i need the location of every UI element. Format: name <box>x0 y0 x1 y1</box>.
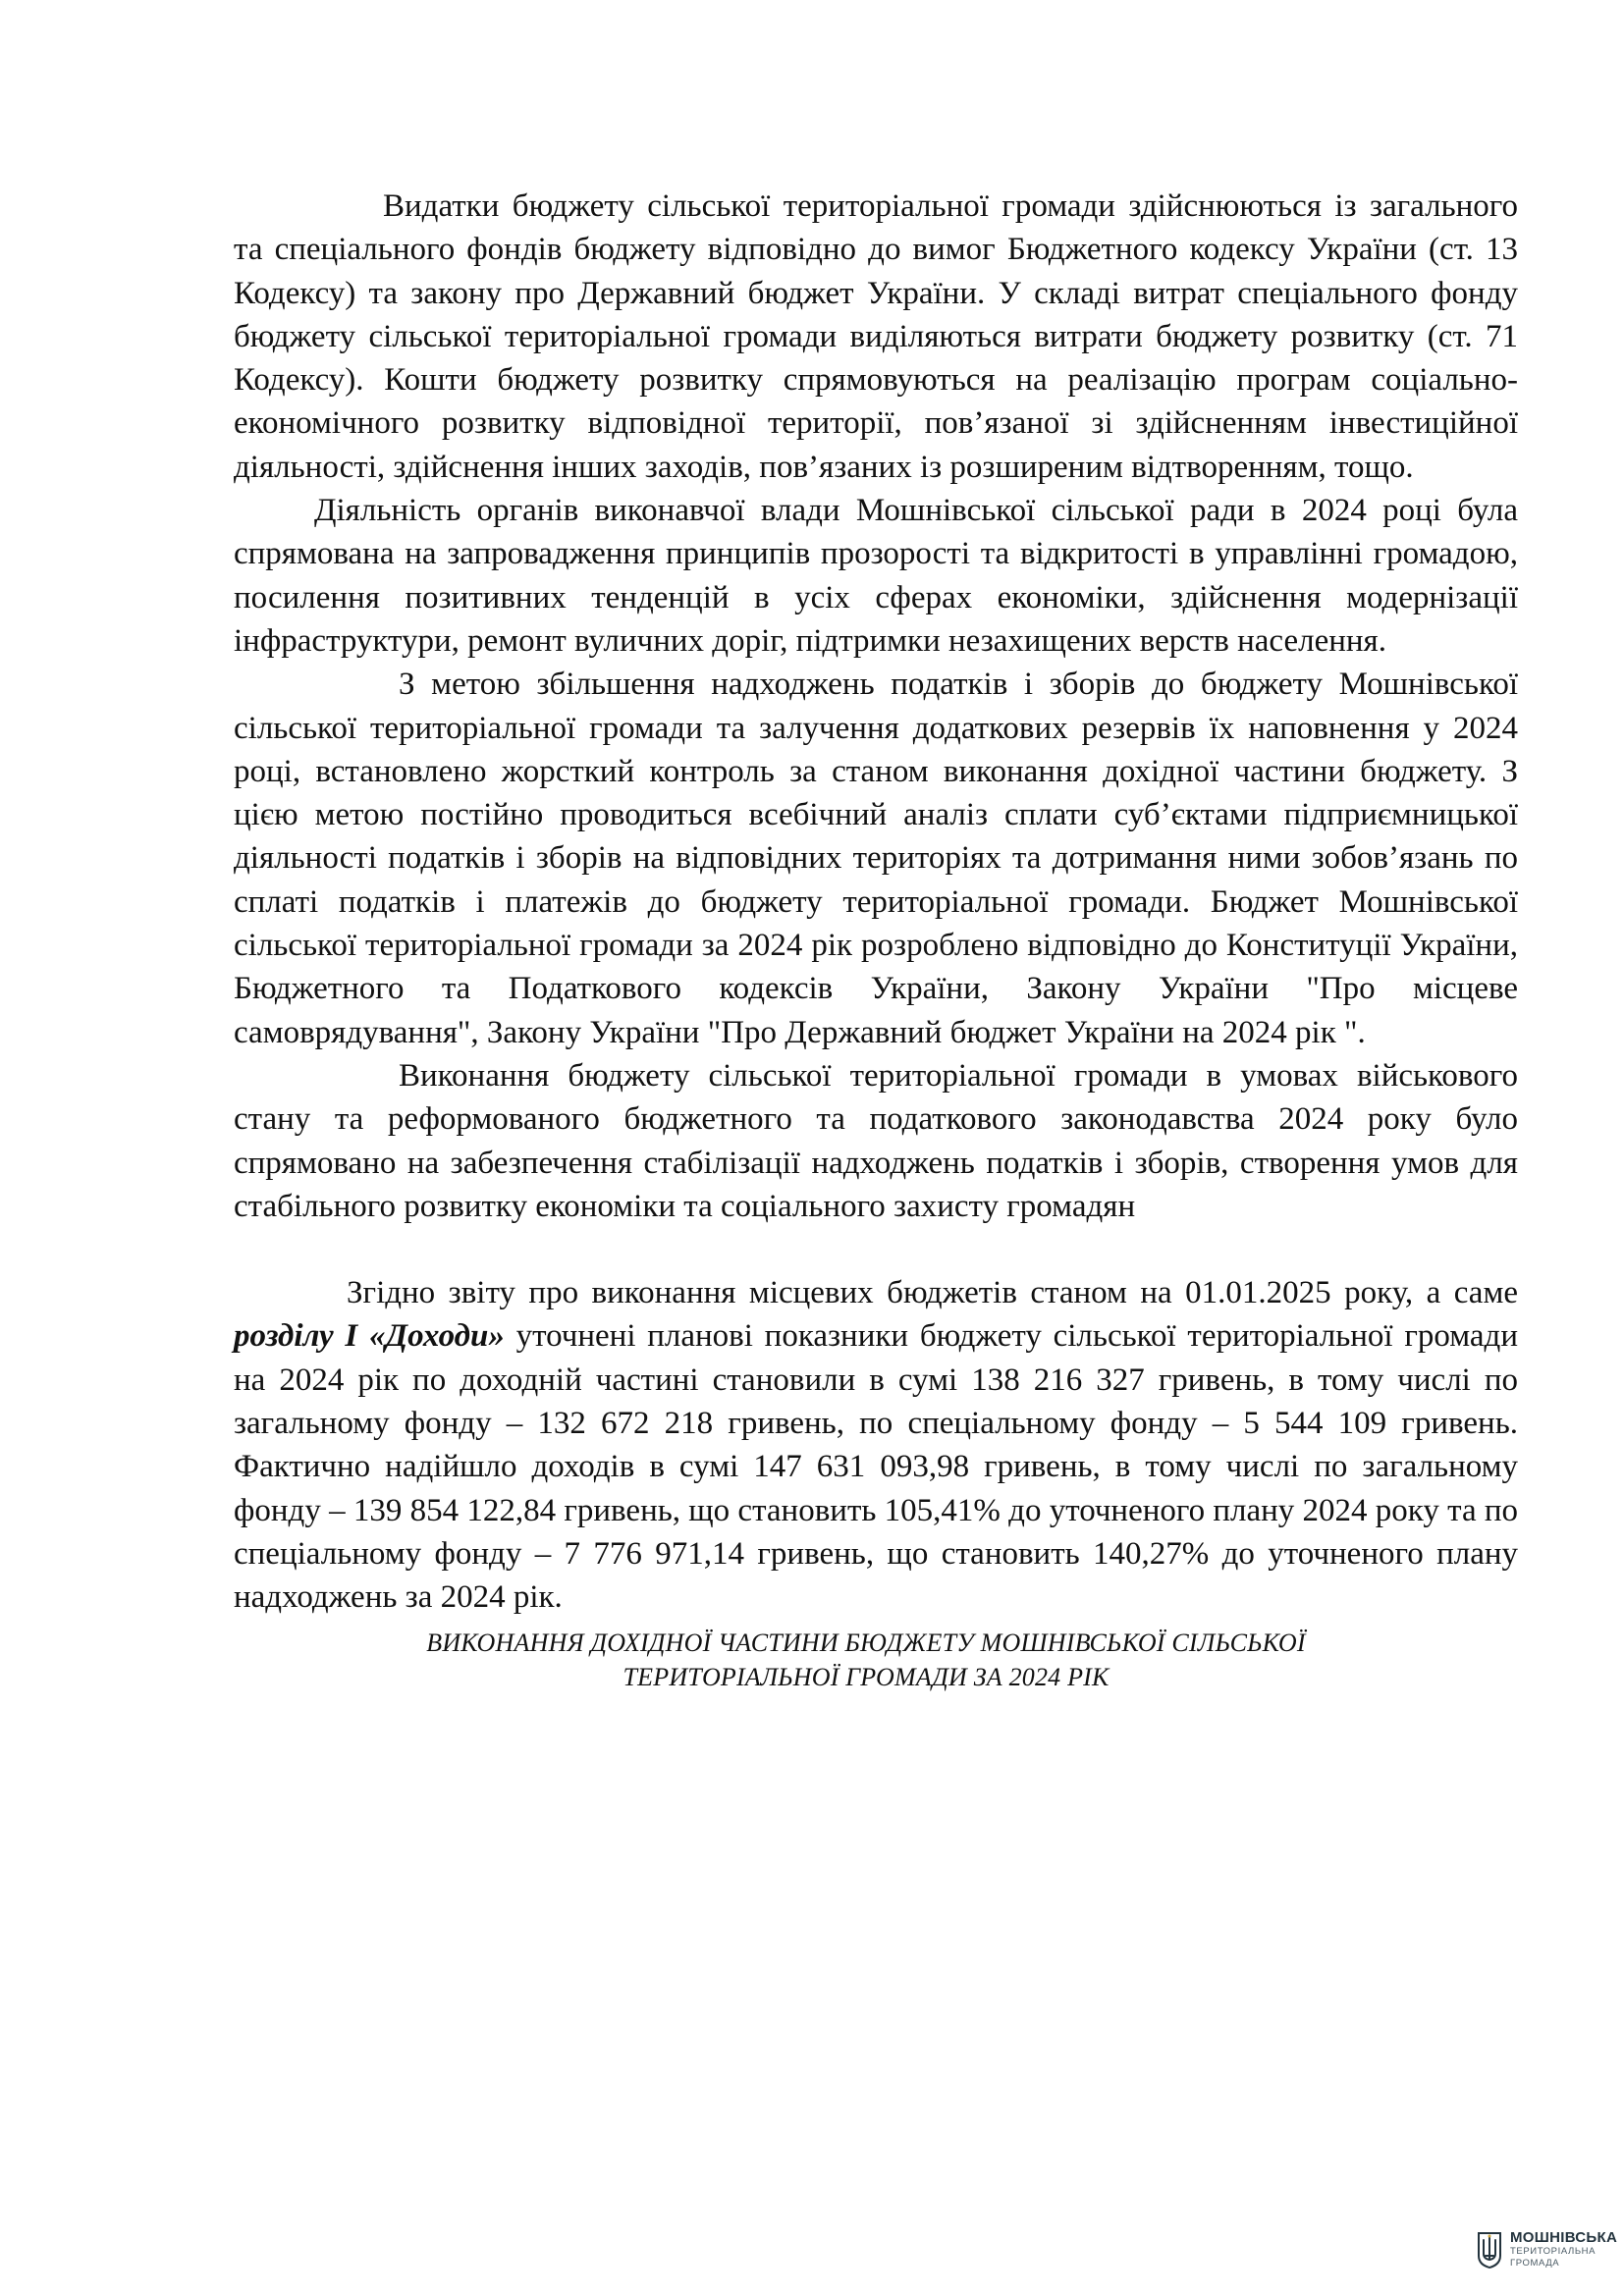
logo-title: МОШНІВСЬКА <box>1510 2229 1618 2246</box>
paragraph-activity: Діяльність органів виконавчої влади Мошнівської сільської ради в 2024 році була спрямована на запровадження принципів прозорості та відкритості в управлінні громадою, посилення позитивних тенденцій в усіх сферах економіки, здійснення модернізації інфраструктури, ремонт вуличних доріг, підтримки незахищених верств населення. <box>234 493 1518 659</box>
logo-text <box>1510 2230 1617 2268</box>
income-report-body: уточнені планові показники бюджету сільської територіальної громади на 2024 рік по доходній частині становили в сумі 138 216 327 гривень, в тому числі по загальному фонду – 132 672 218 гривень, по спеціальному фонду – 5 544 109 гривень. Фактично надійшло доходів в сумі 147 631 093,98 гривень, в тому числі по загальному фонду – 139 854 122,84 гривень, що становить 105,41% до уточненого плану 2024 року та по спеціальному фонду – 7 776 971,14 гривень, що становить 140,27% до уточненого плану надходжень за 2024 рік. <box>234 1318 1518 1616</box>
income-report-intro: Згідно звіту про виконання місцевих бюджетів станом на 01.01.2025 року, а саме <box>347 1275 1518 1311</box>
caption-line-1: ВИКОНАННЯ ДОХІДНОЇ ЧАСТИНИ БЮДЖЕТУ МОШНІВСЬКОЇ СІЛЬСЬКОЇ <box>426 1628 1306 1657</box>
paragraph-tax-control: З метою збільшення надходжень податків і зборів до бюджету Мошнівської сільської територіальної громади та залучення додаткових резервів їх наповнення у 2024 році, встановлено жорсткий контроль за станом виконання дохідної частини бюджету. З цією метою постійно проводиться всебічний аналіз сплати суб’єктами підприємницької діяльності податків і зборів на відповідних територіях та дотримання ними зобов’язань по сплаті податків і платежів до бюджету територіальної громади. Бюджет Мошнівської сільської територіальної громади за 2024 рік розроблено відповідно до Конституції України, Бюджетного та Податкового кодексів України, Закону України "Про місцеве самоврядування", Закону України "Про Державний бюджет України на 2024 рік ". <box>234 667 1518 1050</box>
paragraph-budget-execution: Виконання бюджету сільської територіальної громади в умовах військового стану та реформованого бюджетного та податкового законодавства 2024 року було спрямовано на забезпечення стабілізації надходжень податків і зборів, створення умов для стабільного розвитку економіки та соціального захисту громадян <box>234 1057 1518 1224</box>
paragraph-income-report <box>234 1271 1518 1619</box>
document-page <box>234 185 1518 1694</box>
community-logo <box>1475 2230 1617 2269</box>
caption-line-2: ТЕРИТОРІАЛЬНОЇ ГРОМАДИ ЗА 2024 РІК <box>623 1662 1110 1691</box>
logo-subtitle-2: ГРОМАДА <box>1510 2257 1560 2269</box>
paragraph-spacer <box>234 1228 1518 1271</box>
trident-emblem-icon <box>1475 2230 1504 2269</box>
section-reference: розділу І «Доходи» <box>234 1318 505 1355</box>
logo-subtitle-1: ТЕРИТОРІАЛЬНА <box>1510 2246 1597 2257</box>
table-caption <box>234 1626 1518 1694</box>
paragraph-expenditures: Видатки бюджету сільської територіальної громади здійснюються із загального та спеціального фондів бюджету відповідно до вимог Бюджетного кодексу України (ст. 13 Кодексу) та закону про Державний бюджет України. У складі витрат спеціального фонду бюджету сільської територіальної громади виділяються витрати бюджету розвитку (ст. 71 Кодексу). Кошти бюджету розвитку спрямовуються на реалізацію програм соціально-економічного розвитку відповідної території, пов’язаної зі здійсненням інвестиційної діяльності, здійснення інших заходів, пов’язаних із розширеним відтворенням, тощо. <box>234 188 1518 485</box>
